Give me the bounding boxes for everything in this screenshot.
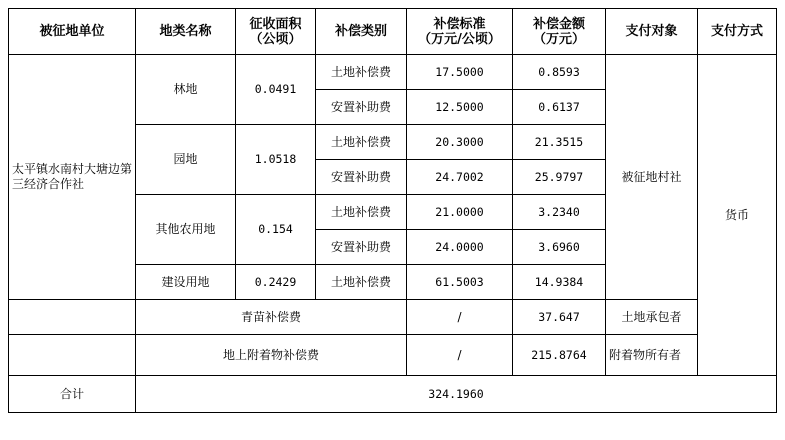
amount-cell: 0.8593 — [513, 55, 606, 90]
unit-name-cell: 太平镇水南村大塘边第三经济合作社 — [9, 55, 136, 300]
empty-cell — [9, 300, 136, 335]
amount-cell: 0.6137 — [513, 90, 606, 125]
land-type-cell: 建设用地 — [136, 265, 236, 300]
standard-cell: 12.5000 — [407, 90, 513, 125]
extra-label-cell: 青苗补偿费 — [136, 300, 407, 335]
header-amount: 补偿金额 （万元） — [513, 9, 606, 55]
amount-cell: 21.3515 — [513, 125, 606, 160]
land-type-cell: 林地 — [136, 55, 236, 125]
standard-cell: / — [407, 335, 513, 376]
amount-cell: 3.2340 — [513, 195, 606, 230]
standard-cell: 24.7002 — [407, 160, 513, 195]
standard-cell: / — [407, 300, 513, 335]
standard-cell: 17.5000 — [407, 55, 513, 90]
comp-type-cell: 土地补偿费 — [316, 265, 407, 300]
header-payee: 支付对象 — [606, 9, 698, 55]
table-row — [9, 300, 777, 335]
comp-type-cell: 安置补助费 — [316, 230, 407, 265]
area-cell: 1.0518 — [236, 125, 316, 195]
header-area: 征收面积 （公顷） — [236, 9, 316, 55]
total-amount-cell: 324.1960 — [136, 376, 777, 413]
area-cell: 0.154 — [236, 195, 316, 265]
area-cell: 0.0491 — [236, 55, 316, 125]
area-cell: 0.2429 — [236, 265, 316, 300]
extra-label-cell: 地上附着物补偿费 — [136, 335, 407, 376]
comp-type-cell: 安置补助费 — [316, 90, 407, 125]
standard-cell: 20.3000 — [407, 125, 513, 160]
header-comp-type: 补偿类别 — [316, 9, 407, 55]
payee-main-cell: 被征地村社 — [606, 55, 698, 300]
total-label-cell: 合计 — [9, 376, 136, 413]
amount-cell: 3.6960 — [513, 230, 606, 265]
header-unit: 被征地单位 — [9, 9, 136, 55]
table-row — [9, 335, 777, 376]
total-row — [9, 376, 777, 413]
amount-cell: 37.647 — [513, 300, 606, 335]
comp-type-cell: 安置补助费 — [316, 160, 407, 195]
payee-cell: 附着物所有者 — [606, 335, 698, 376]
header-row — [9, 9, 777, 55]
standard-cell: 24.0000 — [407, 230, 513, 265]
amount-cell: 215.8764 — [513, 335, 606, 376]
comp-type-cell: 土地补偿费 — [316, 125, 407, 160]
land-type-cell: 园地 — [136, 125, 236, 195]
standard-cell: 61.5003 — [407, 265, 513, 300]
standard-cell: 21.0000 — [407, 195, 513, 230]
compensation-table — [8, 8, 777, 413]
comp-type-cell: 土地补偿费 — [316, 195, 407, 230]
comp-type-cell: 土地补偿费 — [316, 55, 407, 90]
amount-cell: 25.9797 — [513, 160, 606, 195]
header-standard: 补偿标准 （万元/公顷） — [407, 9, 513, 55]
land-type-cell: 其他农用地 — [136, 195, 236, 265]
table-row — [9, 55, 777, 90]
header-land-type: 地类名称 — [136, 9, 236, 55]
amount-cell: 14.9384 — [513, 265, 606, 300]
header-method: 支付方式 — [698, 9, 777, 55]
method-cell: 货币 — [698, 55, 777, 376]
payee-cell: 土地承包者 — [606, 300, 698, 335]
empty-cell — [9, 335, 136, 376]
